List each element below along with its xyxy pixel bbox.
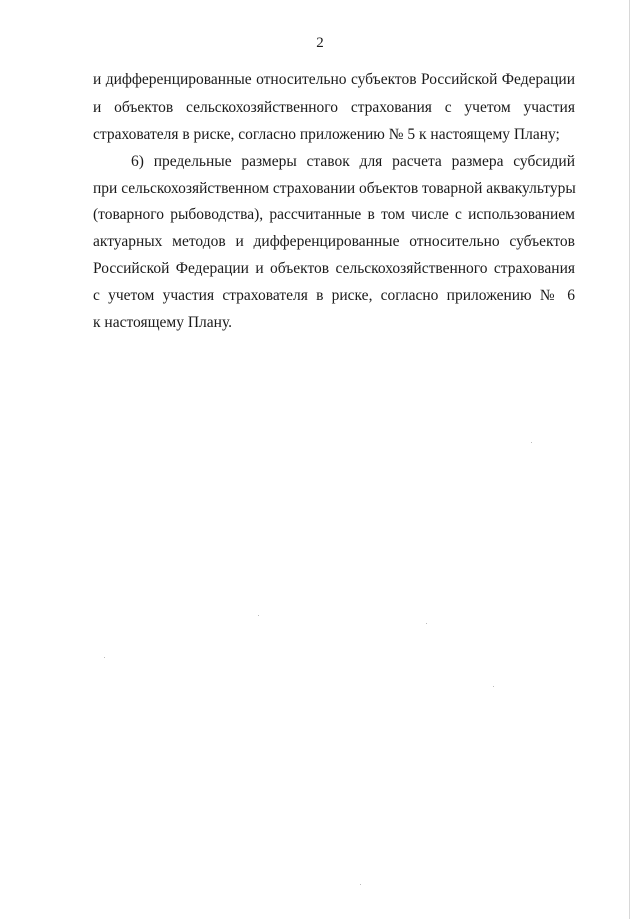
paragraph-2-line-3: (товарного рыбоводства), рассчитанные в том числе с использованием	[93, 206, 575, 223]
paragraph-2-line-1: 6) предельные размеры ставок для расчета размера субсидий	[131, 153, 575, 170]
scan-speck	[360, 884, 361, 885]
paragraph-1-line-1: и дифференцированные относительно субъектов Российской Федерации	[93, 71, 575, 88]
page-number: 2	[316, 35, 324, 51]
paragraph-1-line-2: и объектов сельскохозяйственного страхования с учетом участия	[93, 99, 575, 116]
scan-speck	[258, 615, 259, 616]
scan-edge-shadow	[629, 0, 630, 919]
paragraph-2-line-6: с учетом участия страхователя в риске, согласно приложению № 6	[93, 287, 575, 304]
scan-speck	[104, 657, 105, 658]
paragraph-2-line-2: при сельскохозяйственном страховании объектов товарной аквакультуры	[93, 180, 576, 197]
scan-speck	[493, 686, 494, 687]
paragraph-2-line-7: к настоящему Плану.	[93, 314, 233, 331]
paragraph-2-line-4: актуарных методов и дифференцированные относительно субъектов	[93, 233, 575, 250]
paragraph-1-line-3: страхователя в риске, согласно приложению № 5 к настоящему Плану;	[93, 126, 560, 143]
paragraph-2-line-5: Российской Федерации и объектов сельскохозяйственного страхования	[93, 260, 575, 277]
scan-speck	[426, 623, 427, 624]
scan-speck	[531, 442, 532, 443]
